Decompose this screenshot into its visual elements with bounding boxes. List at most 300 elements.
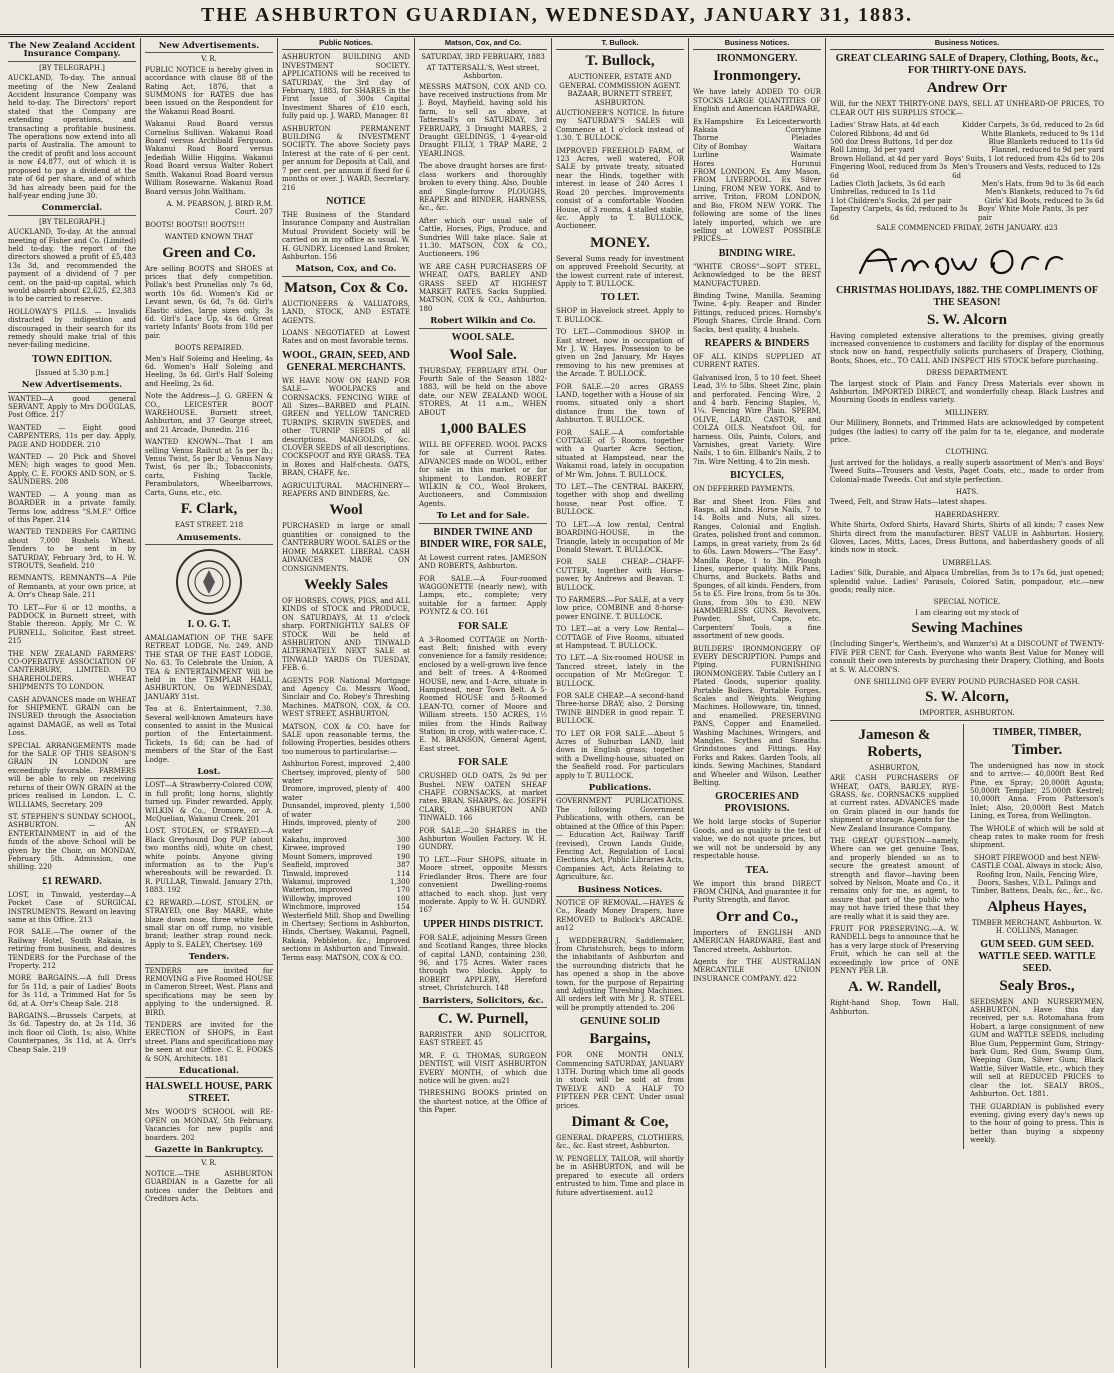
advert-subheading: UPPER HINDS DISTRICT. — [422, 918, 544, 930]
advert-subheading: CHRISTMAS HOLIDAYS, 1882. THE COMPLIMENTS OF THE SEASON! — [836, 284, 1098, 308]
article-text: LOANS NEGOTIATED at Lowest Rates and on most favorable terms. — [282, 328, 410, 346]
centered-line: EAST STREET. 218 — [174, 521, 244, 530]
article-text: TO FARMERS.—For SALE, at a very low price, COMBINE and 8-horse-power ENGINE. T. BULLOCK. — [556, 595, 684, 621]
article-text: FRUIT FOR PRESERVING.—A. W. RANDELL begs to announce that he has a very large stock of Preserving Fruit, which he can sell at the exceedingly low price of ONE PENNY PER LB. — [830, 925, 959, 976]
advert-subheading: GREAT CLEARING SALE of Drapery, Clothing, Boots, &c., FOR THIRTY-ONE DAYS. — [835, 53, 1099, 77]
article-text: Having completed extensive alterations to the premises, giving greatly increased convenience to customers and facility for display of the enormous stock now on hand, respectfully solicits purchasers of Drapery, Clothing, Boots, Shoes, etc., TO CALL AND INSPECT HIS STOCK before purchasing. — [830, 331, 1104, 365]
article-text: FOR SALE.—A comfortable COTTAGE of 5 Rooms, together with a Quarter Acre Section, situated at Hampstead, near the Wakanui road, lately in occupation of Mr Wm. Johns. T. BULLOCK. — [556, 428, 684, 479]
article-text: £2 REWARD.—LOST, STOLEN, or STRAYED, one Bay MARE, white blaze down nose, three white feet, small star on off rump, no visible brand; leather strap round neck. Apply to S. EALEY, Chertsey. 169 — [145, 898, 273, 949]
article-text: TO LET.—Four SHOPS, situate in Moore street, opposite Messrs Friedlander Bros. There are four convenient Dwelling-rooms attached to each shop. Just very moderate. Apply to W. H. GUNDRY. 167 — [419, 855, 547, 915]
article-text: THE NEW ZEALAND FARMERS' CO-OPERATIVE ASSOCIATION OF CANTERBURY, LIMITED. TO SHAREHOLDERS. WHEAT SHIPMENTS TO LONDON. — [8, 649, 136, 692]
advert-subheading: TIMBER, TIMBER, — [992, 726, 1082, 738]
centered-line: ASHBURTON, — [869, 763, 920, 772]
price-list-row — [282, 836, 410, 844]
column-6 — [689, 38, 826, 1368]
list-item-label: Ashburton Forest, improved — [282, 760, 382, 769]
article-text: Ladies' Silk, Durable, and Alpaca Umbrellas, from 3s to 17s 6d, just opened; splendid value. Ladies' Parasols, Colored Satin, pompadour, etc.—new goods; really nice. — [830, 569, 1104, 595]
advert-headline: Bargains, — [589, 1031, 651, 1048]
article-text: The WHOLE of which will be sold at cheap rates to make room for fresh shipment. — [970, 824, 1104, 850]
article-text: FOR SALE.—A Four-roomed WAGGONETTE (nearly new), with Lamps, etc., complete; very suitable for a farmer. Apply POYNTZ & CO. 161 — [419, 574, 547, 617]
article-text: Wakanui Road Board versus Cornelius Sullivan. Wakanui Road Board versus Archibald Ferguson. Wakanui Road Board versus Jedediah Willie Higgins. Wakanui Road Board versus Walter Robert Smith. Wakanui Road Board versus William Rosewarne. Wakanui Road Board versus John Waltham. — [145, 120, 273, 196]
centered-line: V. R. — [201, 1159, 217, 1168]
article-text: SEEDSMEN AND NURSERYMEN, ASHBURTON. Have this day received, per s.s. Rotomahana from Hobart, a large consignment of new GUM and WATTLE SEEDS, including Blue Gum, Peppermint Gum, Stringy-bark Gum, Red Gum, Swamp Gum, Weeping Gum, Silver Gum; Black Wattle, Silver Wattle, etc., which they will sell at REDUCED PRICES to clear the lot. SEALY BROS., Ashburton. Oct. 1881. — [970, 997, 1104, 1099]
list-item-value: 154 — [396, 903, 410, 912]
centered-line: SHORT FIREWOOD and best NEW-CASTLE COAL Always in stock; Also, Roofing Iron, Nails, Fencing Wire, Doors, Sashes, V.D.L. Palings and Timber, Battens, Deals, &c., &c., &c. — [971, 853, 1103, 896]
article-text: Note the Address—J. G. GREEN & CO., LEICESTER BOOT WAREHOUSE. Burnett street, Ashburton, and 37 George street, and 21 Arcade, Dunedin. 216 — [145, 392, 273, 434]
advert-subheading: HALSWELL HOUSE, PARK STREET. — [145, 1081, 273, 1105]
advert-subheading: I. O. G. T. — [187, 618, 231, 630]
advert-headline: S. W. Alcorn — [926, 311, 1008, 328]
section-heading: Gazette in Bankruptcy. — [145, 1146, 273, 1157]
column-header: T. Bullock. — [556, 38, 684, 50]
article-text: FOR SALE CHEAP.—CHAFF-CUTTER, together with Horse-power, by Andrews and Beavan. T. BULLOCK. — [556, 558, 684, 592]
article-text: Tea at 6. Entertainment, 7.30. Several well-known Amateurs have consented to assist in the Musical portion of the Entertainment. Tickets, 1s 6d; can be had of members of the Star of the East Lodge. — [145, 705, 273, 764]
price-list-row — [282, 819, 410, 836]
centered-line: HATS. — [955, 488, 979, 496]
price-list-row — [282, 769, 410, 786]
section-heading: Barristers, Solicitors, &c. — [419, 997, 547, 1008]
article-text: BOOTS! BOOTS!! BOOTS!!! — [145, 220, 245, 229]
list-item-label: Umbrellas, reduced to 1s 11d — [830, 188, 936, 197]
price-list-row — [282, 853, 410, 861]
advert-subheading: GENUINE SOLID — [579, 1016, 661, 1028]
article-text: TENDERS are invited for REMOVING a Five Roomed HOUSE in Cameron Street, West. Plans and specifications may be seen by applying to the undersigned. R. BIRD. — [145, 966, 273, 1017]
advert-subheading: WOOL, GRAIN, SEED, AND GENERAL MERCHANTS. — [282, 349, 410, 373]
article-text: MATSON, COX & CO. have for SALE upon reasonable terms, the following Properties, besides others too numerous to particularise:— — [282, 722, 410, 756]
list-item-label: Waterton, improved — [282, 886, 353, 895]
article-text: Agents for THE AUSTRALIAN MERCANTILE UNION INSURANCE COMPANY. d22 — [693, 957, 821, 983]
price-list-row — [693, 151, 821, 159]
article-text: TO LET OR FOR SALE.—About 5 Acres of Suburban LAND, laid down in English grass; together with a Dwelling-house, situated on the Seafield road. For particulars apply to T. BULLOCK. — [556, 729, 684, 780]
advert-subheading: FOR SALE — [458, 757, 508, 769]
list-item-value: Hurunui — [791, 159, 821, 168]
centered-line: SALE COMMENCED FRIDAY, 26TH JANUARY. d23 — [876, 224, 1058, 233]
article-text: Just arrived for the holidays, a really superb assortment of Men's and Boys' Tweed Suits—Trousers and Vests, Paget Coats, etc., made to order from Colonial-made Tweeds. Cut and style perfection. — [830, 458, 1104, 484]
list-item-label: Rakaia — [693, 126, 718, 135]
advert-subheading: £1 REWARD. — [42, 875, 102, 887]
article-text: TO LET.—The CENTRAL BAKERY, together with shop and dwelling house, near Post office. T. BULLOCK. — [556, 483, 684, 517]
article-text: Binding Twine, Manilla. Seaming Twine, 4-ply. Reaper and Binder Fittings, reduced prices. Hornsby's Plough Shares, Circle Brand. Corn Sacks, best quality, 4 bushels. — [693, 291, 821, 334]
article-text: GOVERNMENT PUBLICATIONS. The following Government Publications, with others, can be obtained at the Office of this Paper:— Education Act, Railway Tariff (revised), Crown Lands Guide, Fencing Act, Regulation of Local Elections Act, Public Libraries Acts, Companies Act, Acts Relating to Agriculture, &c. — [556, 797, 684, 882]
andrew-orr-signature — [852, 237, 1082, 281]
advert-headline: Weekly Sales — [304, 576, 388, 593]
price-list-row — [282, 844, 410, 852]
list-item-label: Ex Hampshire — [693, 117, 744, 126]
list-item-label: Winchmore, improved — [282, 903, 361, 912]
price-list-row — [830, 121, 1104, 129]
price-list-row — [282, 903, 410, 911]
section-heading: To Let and for Sale. — [419, 512, 547, 523]
list-item-value: Waitara — [793, 142, 821, 151]
article-text: We have lately ADDED TO OUR STOCKS LARGE QUANTITIES OF English and American HARDWARE, — [693, 88, 821, 114]
list-item-label: 1 lot Children's Socks, 2d per pair — [830, 196, 952, 205]
list-item-label: Ladies Cloth Jackets, 3s 6d each — [830, 180, 946, 189]
article-text: Mrs WOOD'S SCHOOL will RE-OPEN on MONDAY, 5th February. Vacancies for new pupils and boarders. 202 — [145, 1108, 273, 1142]
centered-line: AT TATTERSALL'S, West street, Ashburton. — [426, 63, 540, 81]
split-right — [970, 724, 1104, 1149]
article-text: THE GREAT QUESTION—namely, Where can we get genuine Teas, and properly blended so as to secure the greatest amount of strength and flavor—having been solved by Nelson, Moate and Co., it remains only for me, as agent, to assure that part of the public who may not have tried these that they are really what it is said they are. — [830, 836, 959, 921]
price-list-row — [693, 134, 821, 142]
article-text: WILL BE OFFERED. WOOL PACKS for sale at Current Rates. ADVANCES made on WOOL, either for sale in this market or for shipment to London. ROBERT WILKIN & CO., Wool Brokers, Auctioneers, and Commission Agents. — [419, 441, 547, 508]
list-item-label: Dunsandel, improved, plenty of water — [282, 802, 385, 819]
list-item-value: Flannel, reduced to 9d per yard — [991, 146, 1104, 155]
advert-headline: Green and Co. — [162, 244, 256, 261]
article-text: ARE CASH PURCHASERS OF WHEAT, OATS, BARLEY, RYE-GRASS, &c. CORNSACKS supplied at current rates. ADVANCES made on Grain placed in our hands for shipment or storage. Agents for the New Zealand Insurance Company. — [830, 774, 959, 833]
article-text: BUILDERS' IRONMONGERY OF EVERY DESCRIPTION. Pumps and Piping. FURNISHING IRONMONGERY. Table Cutlery an I Plated Goods, superior quality. Portable Boilers. Portable Forges. Scales and Weights. Weighing Machines. Hollowware, tin, tinned, and enamelled. PRESERVING PANS, Copper and Enamelled. Washing Machines, Wringers, and Mangles. Scythes and Sneaths. Grindstones and Fittings. Hay Forks and Rakes. Garden Tools, all kinds. Sewing Machines, Standard and Wheeler and Wilson. Leather Belting. — [693, 644, 821, 788]
list-item-value: 100 — [396, 894, 410, 903]
masthead — [0, 0, 1114, 37]
article-text: TO LET.—Commodious SHOP in East street, now in occupation of Mr J. W. Hayes. Possession to be given on 2nd January, Mr Hayes removing to his new premises at the Arcade. T. BULLOCK. — [556, 328, 684, 379]
article-text: BARRISTER AND SOLICITOR, EAST STREET. 45 — [419, 1030, 547, 1048]
list-item-value: 1,300 — [389, 877, 410, 886]
list-item-value: Boys' White Mole Pants, 3s per pair — [977, 205, 1089, 222]
centered-line: UMBRELLAS. — [942, 558, 992, 567]
price-list-row — [830, 155, 1104, 163]
advert-subheading: BICYCLES, — [730, 470, 784, 482]
list-item-label: Ladies' Straw Hats, at 4d each — [830, 121, 940, 130]
lodge-emblem-icon — [176, 549, 242, 615]
article-text: Importers of ENGLISH AND AMERICAN HARDWARE, East and Tancred streets, Ashburton. — [693, 928, 821, 954]
advert-subheading: GUM SEED. GUM SEED. WATTLE SEED. WATTLE SEED. — [978, 938, 1096, 974]
article-text: ON DEFERRED PAYMENTS. — [693, 485, 795, 494]
article-text: Tweed, Felt, and Straw Hats—latest shapes. — [830, 498, 987, 507]
list-item-value: 190 — [396, 852, 410, 861]
article-text: The above draught horses are first-class workers and thoroughly broken to every thing. Also, Double and Single-furrow PLOUGHS, REAPER and BINDER, HARNESS, &c., &c. — [419, 162, 547, 213]
article-text: THRESHING BOOKS printed on the shortest notice, at the Office of this Paper. — [419, 1089, 547, 1115]
advert-headline: Matson, Cox & Co. — [284, 279, 408, 296]
article-text: OF ALL KINDS SUPPLIED AT CURRENT RATES. — [693, 352, 821, 370]
advert-subheading: TO LET. — [600, 292, 640, 304]
advert-subheading: IRONMONGERY. — [716, 53, 798, 65]
article-text: ASHBURTON BUILDING AND INVESTMENT SOCIETY. APPLICATIONS will be received to SATURDAY, the 3rd day of February, 1883, for SHARES in the First Issue of 300s Capital Investment Shares of £10 each, fully paid up. J. WARD, Manager. 81 — [282, 53, 410, 121]
article-text: J. WEDDERBURN, Saddlemaker, from Christchurch, begs to inform the inhabitants of Ashburton and the surrounding districts that he has opened a shop in the above town, for the purpose of Repairing and Adjusting Threshing Machines. All orders left with Mr J. R. STEEL will be promptly attended to. 206 — [556, 936, 684, 1012]
column-5 — [552, 38, 689, 1368]
price-list-row — [830, 205, 1104, 222]
list-item-value: Blue Blankets reduced to 11s 6d — [988, 138, 1104, 147]
article-text: IMPROVED FREEHOLD FARM, of 123 Acres, well watered, FOR SALE by private treaty, situated near the Hinds, together with interest in lease of 240 Acres 1 Road 20 perches. Improvements consist of a comfortable Wooden House, of 3 rooms, 4 stalled stable, &c. Apply to T. BULLOCK, Auctioneer. — [556, 146, 684, 231]
advert-headline: MONEY. — [590, 234, 650, 251]
article-text: CRUSHED OLD OATS, 2s 9d per Bushel. NEW OATEN SHEAF CHAFF. CORNSACKS, at market rates. BRAN, SHARPS, &c. JOSEPH CLARK, ASHBURTON AND TINWALD. 166 — [419, 772, 547, 823]
list-item-label: Thorne — [693, 134, 719, 143]
section-heading: Amusements. — [145, 534, 273, 545]
section-heading: Matson, Cox, and Co. — [282, 265, 410, 276]
article-text: WANTED—A good general SERVANT. Apply to Mrs DOUGLAS, Post Office. 217 — [8, 394, 136, 420]
price-list-row — [830, 197, 1104, 205]
article-text: MESSRS MATSON, COX AND CO. have received instructions from Mr J. Boyd, Mayfield, having sold his farm, to sell as above, at Tattersall's on SATURDAY, 3rd FEBRUARY, 3 Draught MARES, 2 Draught GELDINGS, 1 4-year-old Draught FILLY, 1 TRAP MARE, 2 YEARLINGS. — [419, 82, 547, 158]
article-text: AGRICULTURAL MACHINERY—REAPERS AND BINDERS, &c. — [282, 481, 410, 499]
article-text: TO LET.—A low rental, Central BOARDING-HOUSE, in the Triangle, lately in occupation of Mr Donald Stewart. T. BULLOCK. — [556, 520, 684, 554]
article-text: AUCTIONEER'S NOTICE. In future my SATURDAY'S SALES will Commence at 1 o'clock instead of 1.30. T. BULLOCK. — [556, 109, 684, 143]
centered-line: BOOTS REPAIRED. — [174, 344, 244, 353]
article-text: "WHITE CROSS"—SOFT STEEL, Acknowledged to be the BEST MANUFACTURED. — [693, 262, 821, 288]
article-text: TO LET.—at a very Low Rental—COTTAGE of Five Rooms, situated at Hampstead. T. BULLOCK. — [556, 625, 684, 650]
list-item-value: 387 — [396, 861, 410, 870]
price-list-row — [282, 895, 410, 903]
article-text: AUCTIONEERS & VALUATORS, LAND, STOCK, AND ESTATE AGENTS. — [282, 299, 410, 325]
advert-headline: Timber. — [1011, 741, 1063, 758]
article-text: W. PENGELLY, TAILOR, will shortly be in ASHBURTON, and will be prepared to execute all orders entrusted to him. Time and place in future advertisement. au12 — [556, 1154, 684, 1197]
centered-line: CLOTHING. — [945, 448, 989, 457]
price-list-row — [282, 802, 410, 819]
article-text: HOLLOWAY'S PILLS. — Invalids distracted by indigestion and discouraged in their search for its remedy should make trial of this never-failing medicine. — [8, 307, 136, 350]
article-text: WANTED TENDERS For CARTING about 7,000 Bushels Wheat. Tenders to be sent in by SATURDAY, February 3rd, to H. W. STROUTS, Seafield. 210 — [8, 528, 136, 570]
list-item-label: City of Bombay — [693, 142, 748, 151]
article-text: PURCHASED in large or small quantities or consigned to the CANTERBURY WOOL SALES or the HOME MARKET. LIBERAL CASH ADVANCES MADE ON CONSIGNMENTS. — [282, 522, 410, 573]
price-list — [830, 121, 1104, 222]
centered-line: TIMBER MERCHANT, Ashburton. W. H. COLLINS, Manager. — [971, 918, 1103, 936]
list-item-value: White Blankets, reduced to 9s 11d — [981, 129, 1104, 138]
article-text: WE ARE CASH PURCHASERS OF WHEAT, OATS, BARLEY AND GRASS SEED AT HIGHEST MARKET RATES. Sacks Supplied. MATSON, COX & CO., Ashburton. 180 — [419, 262, 547, 313]
article-text: Men's Half Soleing and Heeling, 4s 6d. Women's Half Soleing and Heeling, 3s 6d. Girl's Half Soleing and Heeling, 2s 6d. — [145, 354, 273, 388]
centered-line: AUCTIONEER, ESTATE AND GENERAL COMMISSION AGENT. BAZAAR, BURNETT STREET, ASHBURTON. — [559, 73, 681, 107]
advert-headline: Dimant & Coe, — [571, 1114, 669, 1131]
centered-line: [BY TELEGRAPH.] — [39, 63, 105, 72]
article-text: Right-hand Shop, Town Hall, Ashburton. — [830, 999, 959, 1016]
price-list-row — [282, 760, 410, 768]
article-text: White Shirts, Oxford Shirts, Havard Shirts, Shirts of all kinds; 7 cases New Shirts direct from the manufacturer. BEST VALUE in Ashburton. Hosiery, Gloves, Laces, Mitts, Laces, Dress Buttons, and haberdashery goods of all kinds now in stock. — [830, 521, 1104, 555]
article-text: ST. STEPHEN'S SUNDAY SCHOOL, ASHBURTON. — AN ENTERTAINMENT in aid of the funds of the above School will be given by the Choir, on MONDAY, February 5th. Admission, one shilling. 220 — [8, 812, 136, 872]
section-heading: Educational. — [145, 1067, 273, 1078]
article-text: PUBLIC NOTICE is hereby given in accordance with clause 88 of the Rating Act, 1876, that a SUMMONS for RATES due has been issued on the Respondent for the Wakanui Road Board. — [145, 65, 273, 116]
list-item-label: Mount Somers, improved — [282, 852, 373, 861]
advert-headline: 1,000 BALES — [439, 421, 527, 438]
article-text: AGENTS FOR National Mortgage and Agency Co. Messrs Wood, Sinclair and Co. Robey's Threshing Machines. MATSON, COX, & CO. WEST STREET, ASHBURTON. — [282, 676, 410, 719]
centered-line: SPECIAL NOTICE. — [933, 598, 1001, 607]
list-item-value: 2,400 — [389, 760, 410, 769]
price-list-row — [830, 146, 1104, 154]
column-header: Public Notices. — [282, 38, 410, 50]
section-heading: New Advertisements. — [8, 381, 136, 392]
section-heading: The New Zealand Accident Insurance Company. — [8, 42, 136, 62]
centered-line: DRESS DEPARTMENT. — [926, 369, 1008, 378]
article-text: NOTICE.—THE ASHBURTON GUARDIAN is a Gazette for all notices under the Debtors and Creditors Acts. — [145, 1169, 273, 1204]
list-item-value: Ex Leicesterworth — [755, 117, 821, 126]
advert-subheading: WOOL SALE. — [451, 331, 515, 343]
section-heading: Robert Wilkin and Co. — [419, 317, 547, 328]
price-list-row — [693, 143, 821, 151]
article-text: AUCKLAND, To-day. At the annual meeting of Fisher and Co. (Limited) held to-day, the report of the directors showed a profit of £5,483 13s 3d, and recommended the payment of a dividend of 7 per cent. on the paid-up capital, which would absorb about £2,625, £2,383 is to be carried to reserve. — [8, 228, 136, 304]
advert-subheading: GROCERIES AND PROVISIONS. — [715, 791, 799, 815]
article-text: Several Sums ready for investment on approved Freehold Security, at the lowest current rate of interest. Apply to T. BULLOCK. — [556, 254, 684, 288]
newspaper-title: THE ASHBURTON GUARDIAN, WEDNESDAY, JANUARY 31, 1883. — [201, 4, 913, 26]
list-item-label: Seafield, improved — [282, 861, 349, 870]
article-text: OF HORSES, COWS, PIGS, and ALL KINDS of STOCK and PRODUCE, ON SATURDAYS, At 11 o'clock sharp. FORTNIGHTLY SALES OF STOCK Will be held at ASHBURTON AND TINWALD ALTERNATELY. NEXT SALE at TINWALD YARDS On TUESDAY, FEB. 6. — [282, 596, 410, 673]
newspaper-columns — [4, 38, 1110, 1368]
advert-headline: Wool — [329, 502, 363, 519]
list-item-value: Men's Trousers and Vests, reduced to 12s 6d — [952, 163, 1101, 180]
article-text: LOST, in Tinwald, yesterday—A Pocket Case of SURGICAL INSTRUMENTS. Reward on leaving same at this Office. 213 — [8, 890, 136, 924]
advert-headline: Jameson & Roberts, — [858, 726, 931, 760]
advert-subheading: TEA. — [745, 864, 769, 876]
price-list — [282, 760, 410, 911]
column-header: Business Notices. — [830, 38, 1104, 50]
article-text: MR. F. G. THOMAS, SURGEON DENTIST, will VISIT ASHBURTON EVERY MONTH, of which due notice will be given. au21 — [419, 1051, 547, 1085]
article-text: BARGAINS.—Brussels Carpets, at 3s 6d. Tapestry do, at 2s 11d, 36 inch floor oil Cloth, 1s; also, White Counterpanes, 3s 11d, at A. Orr's Cheap Sale. 219 — [8, 1012, 136, 1054]
list-item-value: Men's Hats, from 9d to 3s 6d each — [981, 180, 1104, 189]
price-list-row — [282, 870, 410, 878]
price-list-row — [830, 163, 1104, 180]
centered-line: WANTED KNOWN THAT — [164, 233, 254, 242]
article-text: LOST—A Strawberry-Colored COW, in full profit; long horns, slightly turned up. Finder rewarded. Apply, WILKIN & Co., Dromore, or A. McQuelian, Wakanui Creek. 201 — [145, 781, 273, 824]
advert-headline: Sealy Bros., — [999, 977, 1075, 994]
article-text: Bar and Sheet Iron. Files and Rasps, all kinds. Horse Nails, 7 to 14. Bolts and Nuts, all sizes. Ranges, Colonial and English. Grates, polished front and common. Lamps, in great variety, from 2s 6d to 60s. Lawn Mowers—"The Easy". Manilla Rope, 1 to 3in. Plough Lines, superior quality. Milk Pans, Churns, and Buckets. Baths and Sponges, of all kinds. Fenders, from 5s to £5. Fire Irons, from 5s to 30s. Guns, from 30s to £30. NEW HAMMERLESS GUNS. Revolvers, Powder, Shot, Caps, etc. Carpenters' Tools, a fine assortment of new goods. — [693, 497, 822, 641]
list-item-value: 190 — [396, 844, 410, 853]
advert-headline: Alpheus Hayes, — [987, 898, 1087, 915]
article-text: AUCKLAND, To-day. The annual meeting of the New Zealand Accident Insurance Company was held to-day. The Directors' report stated that the Company are extending operations, and transacting a profitable business. The operations now extend into all parts of Australia. The amount to the credit of profit and loss account is now £4,877, out of which it is proposed to pay a dividend at the rate of 6d per share, and of which 3d has already been paid for the half-year ending June 30. — [8, 74, 136, 200]
advert-headline: Ironmongery. — [713, 68, 801, 85]
list-item-value: Corryhine — [785, 126, 821, 135]
list-item-label: Brown Holland, at 4d per yard — [830, 154, 939, 163]
list-item-label: Fingering Wool, reduced from 3s 6d — [830, 163, 948, 180]
centered-line: [Issued at 5.30 p.m.] — [35, 368, 109, 377]
advert-headline: S. W. Alcorn, — [925, 689, 1009, 706]
section-heading: Publications. — [556, 784, 684, 795]
price-list-row — [830, 180, 1104, 188]
advert-headline: Orr and Co., — [715, 908, 799, 925]
article-text: TENDERS are invited for the ERECTION of SHOPS, in East street. Plans and specifications may be seen at our Office. C. E. FOOKS & SON, Architects. 181 — [145, 1020, 273, 1063]
article-text: THE Business of the Standard Insurance Company and Australian Mutual Provident Society will be carried on in my office as usual. W. H. GUNDRY, Licensed Land Broker, Ashburton. 156 — [282, 210, 410, 261]
article-text: FOR ONE MONTH ONLY, Commencing SATURDAY, JANUARY 13TH. During which time all goods in stock will be sold at from TWELVE AND A HALF TO FIFTEEN PER CENT. Under usual prices. — [556, 1051, 684, 1110]
advert-subheading: NOTICE — [326, 195, 366, 207]
article-text: A 3-Roomed COTTAGE on North-east Belt; finished with every convenience for a family residence; enclosed by a well-grown live fence and belt of trees. A 4-Roomed HOUSE, new, and 1-Acre, situate in Hampstead, near Town Belt. A 5-Roomed HOUSE and 5-Roomed LEAN-TO, corner of Moore and William streets. 150 ACRES, 1½ miles from the Hinds Railway Station; in crop, with water-race. C. E. M. BRANSON, General Agent, East street. — [419, 635, 547, 753]
split-left — [830, 724, 964, 1149]
price-list-row — [282, 878, 410, 886]
article-text: THURSDAY, FEBRUARY 8TH. Our Fourth Sale of the Season 1882-1883, will be held on the above date, our NEW ZEALAND WOOL STORES, At 11 a.m., WHEN ABOUT — [419, 366, 547, 417]
list-item-value: 170 — [396, 886, 410, 895]
article-text: After which our usual sale of Cattle, Horses, Pigs, Produce, and Sundries Will take place. Sale at 11.30. MATSON, COX & CO., Auctioneers. 196 — [419, 216, 547, 259]
list-item-value: Kidder Carpets, 3s 6d, reduced to 2s 6d — [962, 121, 1104, 130]
price-list-row — [693, 126, 821, 134]
article-text: SPECIAL ARRANGEMENTS made for the SALE OF THIS SEASON'S GRAIN IN LONDON are exceedingly favorable. FARMERS will be able to rely on receiving returns of their OWN GRAIN at the prices realised in London. L. C. WILLIAMS, Secretary. 209 — [8, 741, 136, 809]
list-item-label: Wakanui, improved — [282, 877, 351, 886]
article-text: WANTED — 20 Pick and Shovel MEN; high wages to good Men. Apply, C. E. FOOKS AND SON, or S. SAUNDERS. 208 — [8, 453, 136, 487]
list-item-label: Kirwee, improved — [282, 844, 346, 853]
advert-headline: F. Clark, — [180, 501, 238, 518]
list-item-label: Chertsey, improved, plenty of water — [282, 768, 387, 786]
list-item-label: Willowby, improved — [282, 894, 352, 903]
list-item-label: Hinds, improved, plenty of water — [282, 819, 377, 836]
advert-headline: T. Bullock, — [585, 53, 655, 70]
advert-headline: C. W. Purnell, — [437, 1010, 529, 1027]
column-2 — [141, 38, 278, 1368]
list-item-value: Waimate — [790, 151, 821, 160]
list-item-value: 1,500 — [389, 802, 410, 811]
advert-subheading: BINDER TWINE AND BINDER WIRE, FOR SALE, — [419, 526, 547, 550]
article-text: Galvanised Iron, 5 to 10 feet. Sheet Lead, 3½ to 5lbs. Sheet Zinc, plain and perforated. Fencing Wire, 2 and 4 barb. Fencing Staples, ½, 1¼. Fencing Wire Plain. SPERM, OLIVE, LARD, CASTOR, and COLZA OILS. Neatsfoot Oil, for harness. Oils, Paints, Colors, and Varnishes, great Variety. Wire Nails, 1 to 6in. Ellbank's Nails, 2 to 7in. Wire Netting, 4 to 2in mesh. — [693, 373, 821, 466]
article-text: AMALGAMATION OF THE SAFE RETREAT LODGE, No. 249, AND THE STAR OF THE EAST LODGE, No. 63. To Celebrate the Union, A TEA & ENTERTAINMENT Will be held in the TEMPLAR HALL, ASHBURTON, On WEDNESDAY, JANUARY 31st. — [145, 633, 273, 701]
split-advert-row — [830, 720, 1104, 1149]
centered-line: ONE SHILLING OFF EVERY POUND PURCHASED FOR CASH. — [854, 677, 1080, 686]
article-text: FROM LONDON. Ex Amy Mason, FROM LIVERPOOL. Ex Silver Lining, FROM NEW YORK. And to arrive, Triton, FROM LONDON, and Bio, FROM NEW YORK. The following are some of the lines lately imported, which we are selling at LOWEST POSSIBLE PRICES— — [693, 168, 821, 244]
list-item-value: Men's Blankets, reduced to 7s 6d — [985, 188, 1104, 197]
price-list-row — [830, 138, 1104, 146]
column-1 — [4, 38, 141, 1368]
article-text: ASHBURTON PERMANENT BUILDING & INVESTMENT SOCIETY. The above Society pays Interest at the rate of 6 per cent. per annum for Deposits at Call, and 7 per cent. per annum if fixed for 6 months or over. J. WARD, Secretary. 216 — [282, 124, 410, 192]
advert-subheading: REAPERS & BINDERS — [704, 337, 810, 349]
centered-line: SATURDAY, 3RD FEBRUARY, 1883 — [421, 53, 545, 62]
article-text: MORE BARGAINS.—A full Dress for 5s 11d, a pair of Ladies' Boots for 3s 11d, a Trimmed Hat for 5s 6d, at A. Orr's Cheap Sale. 218 — [8, 974, 136, 1008]
list-item-value: 200 — [396, 819, 410, 828]
list-item-label: Dromore, improved, plenty of water — [282, 785, 388, 802]
article-text: The largest stock of Plain and Fancy Dress Materials ever shown in Ashburton. IMPORTED DIRECT, and wonderfully cheap. Black Lustres and Mourning Goods in endless variety. — [830, 379, 1104, 405]
price-list-row — [693, 160, 821, 168]
price-list-row — [693, 118, 821, 126]
article-text: FOR SALE.—20 acres GRASS LAND, together with a House of six rooms, situated only a short distance from the town of Ashburton. T. BULLOCK. — [556, 382, 684, 425]
article-text: WE HAVE NOW ON HAND FOR SALE— WOOLPACKS and CORNSACKS. FENCING WIRE of All Sizes—BARBED and PLAIN. GREEN and YELLOW TANCRED TURNIPS. SKIRVIN SWEDES, and other TURNIP SEEDS of all descriptions. MANGOLDS, &c. CLOVER SEEDS of all descriptions. COCKSFOOT and RYE GRASS. TEA in Boxes and Half-chests. OATS, BRAN, CHAFF, &c. — [282, 376, 410, 478]
centered-line: IMPORTER, ASHBURTON. — [919, 709, 1015, 718]
section-heading: Lost. — [145, 768, 273, 779]
centered-line: I am clearing out my stock of — [915, 608, 1019, 617]
list-item-value: Girls' Kid Boots, reduced to 3s 6d — [984, 196, 1104, 205]
advert-subheading: FOR SALE — [458, 620, 508, 632]
list-item-value: 114 — [396, 869, 410, 878]
centered-line: [BY TELEGRAPH.] — [39, 217, 105, 226]
column-header: Matson, Cox, and Co. — [419, 38, 547, 50]
list-item-value: 400 — [396, 785, 410, 794]
article-text: THE GUARDIAN is published every evening, giving every day's news up to the hour of going to press. This is better than buying a sixpenny weekly. — [970, 1102, 1104, 1145]
list-item-label: Tinwald, improved — [282, 869, 349, 878]
article-text: FOR SALE, adjoining Messrs Green and Scotland Ranges, three blocks of capital LAND, containing 230, 96, and 175 Acres. Water races through two blocks. Apply to ROBERT APPLEBY, Hereford street, Christchurch. 148 — [419, 933, 547, 993]
advert-headline: Andrew Orr — [926, 80, 1008, 97]
article-text: WANTED — Eight good CARPENTERS, 11s per day. Apply, PAGE AND HODDER. 210 — [8, 423, 136, 449]
column-4 — [415, 38, 552, 1368]
article-text: REMNANTS, REMNANTS—A Pile of Remnants, at your own price, at A. Orr's Cheap Sale. 211 — [8, 574, 136, 600]
list-item-label: Lurline — [693, 151, 719, 160]
list-item-label: Kakahu, improved — [282, 835, 347, 844]
list-item-value: Pleiades — [791, 134, 821, 143]
article-text: TO LET—For 6 or 12 months, a PADDOCK in Burnett street, with Stable thereon. Apply, Mr C. W. PURNELL, Solicitor, East street. 215 — [8, 603, 136, 646]
price-list — [693, 118, 821, 168]
article-text: WANTED — A young man as BOARDER in a private family. Terms low, address "S.M.F." Office of this Paper. 214 — [8, 490, 136, 524]
section-heading: Commercial. — [8, 204, 136, 215]
article-text: At Lowest current rates. JAMESON AND ROBERTS, Ashburton. — [419, 553, 547, 571]
list-item-value: Boys' Suits, 1 lot reduced from 42s 6d to 20s — [944, 154, 1104, 163]
advert-headline: Sewing Machines — [911, 620, 1023, 637]
centered-line: MILLINERY. — [944, 408, 990, 417]
article-text: Will, for the NEXT THIRTY-ONE DAYS, SELL AT UNHEARD-OF PRICES, TO CLEAR OUT HIS SURPLUS STOCK— — [830, 100, 1104, 117]
column-header: Business Notices. — [693, 38, 821, 50]
list-item-label: Tapestry Carpets, 4s 6d, reduced to 3s 6d — [830, 205, 968, 222]
advert-headline: A. W. Randell, — [848, 979, 941, 996]
advert-subheading: BINDING WIRE. — [718, 247, 796, 259]
article-text: We hold large stocks of Superior Goods, and as quality is the test of value, we do not quote prices, but we will not be undersold by any respectable house. — [693, 818, 821, 861]
advert-headline: Wool Sale. — [449, 346, 517, 363]
section-heading: Business Notices. — [556, 886, 684, 897]
centered-line: V. R. — [201, 55, 217, 64]
article-text: FOR SALE CHEAP.—A second-hand Three-horse DRAY; also, 2 Dorsing TWINE BINDER in good repair. T. BULLOCK. — [556, 692, 684, 726]
article-text: The undersigned has now in stock and to arrive:— 40,000ft Best Red Pine, ex Spray; 20,000ft Agusta; 50,000ft Templar; 25,000ft Kestrel; 10,000ft Anna. From Patterson's Inlet; Also, 20,000ft Best Match Lining, ex Torea, from Wellington. — [970, 761, 1104, 821]
article-text: LOST, STOLEN, or STRAYED.—A Black Greyhound Dog PUP (about two months old), white on chest, white points. Anyone giving information as to the Pup's whereabouts will be rewarded. D. R. PULLAR, Tinwald. January 27th, 1883. 192 — [145, 827, 273, 895]
price-list-row — [282, 785, 410, 802]
centered-line: HABERDASHERY. — [934, 510, 1000, 519]
article-text: (Including Singer's, Wertheim's, and Wanzer's) At a DISCOUNT of TWENTY-FIVE PER CENT. for Cash. Everyone who wants Best Value for Money will consult their own interests by purchasing their Drapery, Clothing, and Boots at S. W. ALCORN'S. — [830, 640, 1104, 674]
list-item-label: Roll Lining, 3d per yard — [830, 146, 915, 155]
price-list-row — [830, 188, 1104, 196]
column-7 — [826, 38, 1108, 1368]
list-item-value: 300 — [396, 835, 410, 844]
list-item-label: Colored Ribbons, 4d and 6d — [830, 129, 929, 138]
article-text: SHOP in Havelock street. Apply to T. BULLOCK. — [556, 307, 684, 324]
signature-line: A. M. PEARSON, J. BIRD R.M. Court. 207 — [166, 199, 273, 217]
price-list-row — [282, 861, 410, 869]
article-text: NOTICE OF REMOVAL.—HAYES & Co., Ready Money Drapers, have REMOVED to Bullock's ARCADE. au12 — [556, 898, 684, 933]
article-text: GENERAL DRAPERS, CLOTHIERS, &c., &c. East street, Ashburton. — [556, 1134, 684, 1151]
article-text: We import this brand DIRECT FROM CHINA, And guarantee it for Purity Strength, and flavor. — [693, 879, 821, 905]
article-text: Our Millinery, Bonnets, and Trimmed Hats are acknowledged by competent judges (the ladies) to carry off the palm for ta te, elegance, and moderate price. — [830, 419, 1104, 444]
advert-subheading: TOWN EDITION. — [32, 353, 112, 365]
list-item-value: 500 — [396, 768, 410, 777]
section-heading: New Advertisements. — [145, 42, 273, 53]
